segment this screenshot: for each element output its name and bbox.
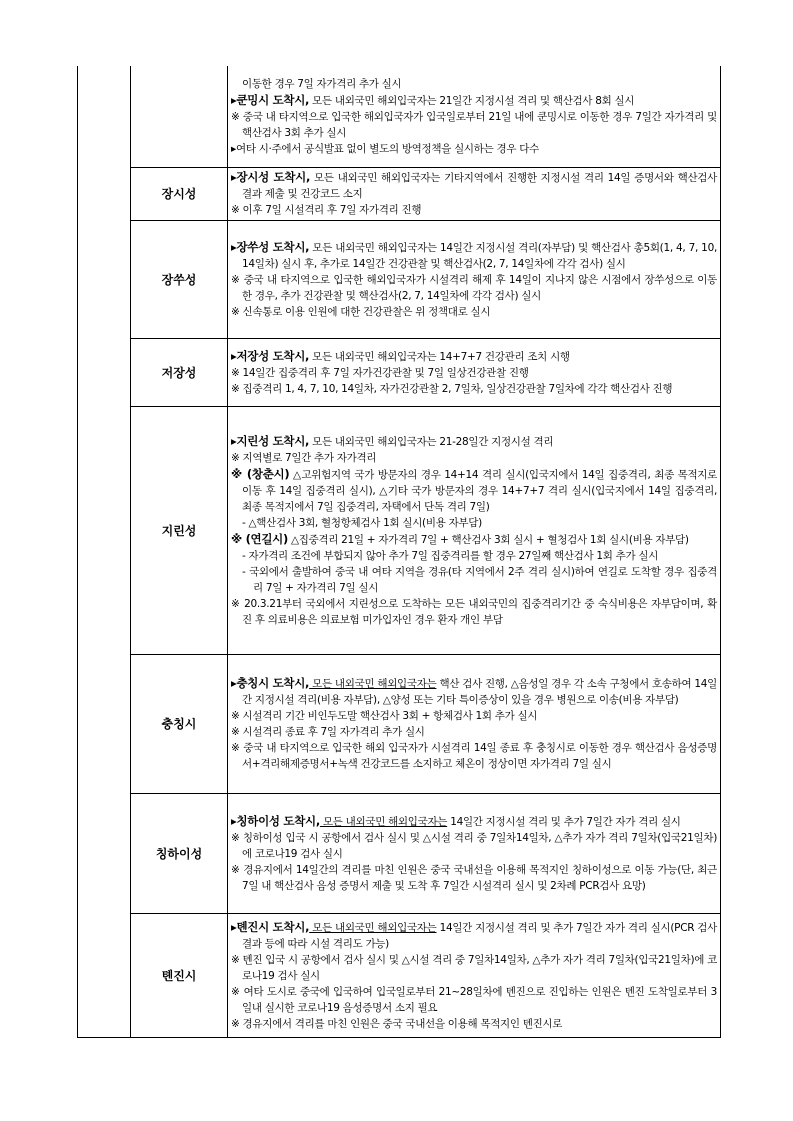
policy-note: ※ (연길시) △집중격리 21일 + 자가격리 7일 + 핵산검사 3회 실시 + 혈청검사 1회 실시(비용 자부담)	[231, 531, 689, 546]
policy-cell	[228, 338, 721, 406]
policy-line: ▸쿤밍시 도착시, 모든 내외국민 해외입국자는 21일간 지정시설 격리 및 핵산검사 8회 실시	[231, 92, 635, 107]
policy-note: ※ 여타 도시로 중국에 입국하여 입국일로부터 21~28일차에 톈진으로 진입하는 인원은 톈진 도착일로부터 3일내 실시한 코로나19 음성증명서 소지 필요	[231, 985, 717, 1014]
policy-note: ※ 이후 7일 시설격리 후 7일 자가격리 진행	[231, 204, 422, 216]
policy-line: ▸지린성 도착시, 모든 내외국민 해외입국자는 21-28일간 지정시설 격리	[231, 433, 554, 448]
policy-note: ※ 지역별로 7일간 추가 자가격리	[231, 451, 377, 464]
policy-table	[77, 66, 721, 1038]
policy-cell	[228, 167, 721, 220]
policy-subitem: - 자가격리 조건에 부합되지 않아 추가 7일 집중격리를 할 경우 27일째 핵산검사 1회 추가 실시	[242, 549, 659, 562]
policy-subitem: - 국외에서 출발하여 중국 내 여타 지역을 경유(타 지역에서 2주 격리 실시)하여 연길로 도착할 경우 집중격리 7일 + 자가격리 7일 실시	[242, 565, 717, 594]
table-row	[78, 66, 721, 167]
table-row	[78, 220, 721, 338]
outer-column	[78, 66, 131, 1037]
region-cell: 장쑤성	[131, 220, 228, 338]
region-cell: 충칭시	[131, 654, 228, 793]
table-row	[78, 406, 721, 654]
region-cell: 지린성	[131, 406, 228, 654]
policy-note: ※ 중국 내 타지역으로 입국한 해외입국자가 시설격리 해제 후 14일이 지나지 않은 시점에서 장쑤성으로 이동한 경우, 추가 건강관찰 및 핵산검사(2, 7, 14일차에 각각 검사) 실시	[231, 273, 717, 302]
region-cell: 칭하이성	[131, 793, 228, 913]
policy-note: ※ 신속통로 이용 인원에 대한 건강관찰은 위 정책대로 실시	[231, 305, 491, 318]
table-row	[78, 167, 721, 220]
policy-line: ▸저장성 도착시, 모든 내외국민 해외입국자는 14+7+7 건강관리 조치 시행	[231, 348, 570, 363]
policy-line: ▸충칭시 도착시, 모든 내외국민 해외입국자는 핵산 검사 진행, △음성일 경우 각 소속 구청에서 호송하여 14일간 지정시설 격리(비용 자부담), △양성 또는 기타 특이증상이 있을 경우 병원으로 이송(비용 자부담)	[231, 676, 717, 706]
policy-note: ※ 톈진 입국 시 공항에서 검사 실시 및 △시설 격리 중 7일차14일차, △추가 자가 격리 7일차(입국21일차)에 코로나19 검사 실시	[231, 953, 717, 982]
policy-note: ※ 칭하이성 입국 시 공항에서 검사 실시 및 △시설 격리 중 7일차14일차, △추가 자가 격리 7일차(입국21일차)에 코로나19 검사 실시	[231, 831, 717, 860]
policy-note: ※ 경유지에서 격리를 마친 인원은 중국 국내선을 이용해 목적지인 톈진시로	[231, 1017, 563, 1030]
policy-line: 이동한 경우 7일 자가격리 추가 실시	[242, 77, 402, 90]
policy-note: ※ (창춘시) △고위험지역 국가 방문자의 경우 14+14 격리 실시(입국지에서 14일 집중격리, 최종 목적지로 이동 후 14일 집중격리 실시), △기타 국가 방문자의 경우 14+7+7 격리 실시(입국지에서 14일 집중격리, 최종 목적지에서 7일 집중격리, 자택에서 단독 격리 7일)	[231, 466, 717, 513]
region-cell: 저장성	[131, 338, 228, 406]
policy-line: ▸장쑤성 도착시, 모든 내외국민 해외입국자는 14일간 지정시설 격리(자부담) 및 핵산검사 총5회(1, 4, 7, 10, 14일차) 실시 후, 추가로 14일간 건강관찰 및 핵산검사(2, 7, 14일차에 각각 검사) 실시	[231, 239, 717, 270]
table-row	[78, 338, 721, 406]
policy-cell	[228, 220, 721, 338]
table-row	[78, 913, 721, 1037]
table-row	[78, 793, 721, 913]
policy-line: ▸여타 시·주에서 공식발표 없이 별도의 방역정책을 실시하는 경우 다수	[231, 142, 539, 155]
policy-note: ※ 시설격리 종료 후 7일 자가격리 추가 실시	[231, 726, 425, 738]
policy-cell	[228, 913, 721, 1037]
policy-line: ▸장시성 도착시, 모든 내외국민 해외입국자는 기타지역에서 진행한 지정시설 격리 14일 증명서와 핵산검사 결과 제출 및 건강코드 소지	[231, 170, 717, 200]
policy-cell	[228, 66, 721, 167]
table-row	[78, 654, 721, 793]
policy-note: ※ 14일간 집중격리 후 7일 자가건강관찰 및 7일 일상건강관찰 진행	[231, 366, 529, 379]
policy-note: ※ 집중격리 1, 4, 7, 10, 14일차, 자가건강관찰 2, 7일차, 일상건강관찰 7일차에 각각 핵산검사 진행	[231, 382, 673, 395]
policy-note: ※ 중국 내 타지역으로 입국한 해외입국자가 입국일로부터 21일 내에 쿤밍시로 이동한 경우 7일간 자가격리 및 핵산검사 3회 추가 실시	[231, 110, 717, 139]
policy-cell	[228, 406, 721, 654]
region-cell: 장시성	[131, 167, 228, 220]
policy-note: ※ 중국 내 타지역으로 입국한 해외 입국자가 시설격리 14일 종료 후 충칭시로 이동한 경우 핵산검사 음성증명서+격리해제증명서+녹색 건강코드를 소지하고 체온이 정상이면 자가격리 7일 실시	[231, 742, 717, 770]
policy-cell	[228, 793, 721, 913]
policy-cell	[228, 654, 721, 793]
policy-line: ▸톈진시 도착시, 모든 내외국민 해외입국자는 14일간 지정시설 격리 및 추가 7일간 자가 격리 실시(PCR 검사결과 등에 따라 시설 격리도 가능)	[231, 919, 717, 950]
policy-note: ※ 20.3.21부터 국외에서 지린성으로 도착하는 모든 내외국민의 집중격리기간 중 숙식비용은 자부담이며, 확진 후 의료비용은 의료보험 미가입자인 경우 환자 개인 부담	[231, 597, 717, 626]
region-cell: 톈진시	[131, 913, 228, 1037]
policy-line: ▸칭하이성 도착시, 모든 내외국민 해외입국자는 14일간 지정시설 격리 및 추가 7일간 자가 격리 실시	[231, 813, 681, 828]
policy-note: ※ 시설격리 기간 비인두도말 핵산검사 3회 + 항체검사 1회 추가 실시	[231, 710, 538, 722]
policy-note: ※ 경유지에서 14일간의 격리를 마친 인원은 중국 국내선을 이용해 목적지인 칭하이성으로 이동 가능(단, 최근 7일 내 핵산검사 음성 증명서 제출 및 도착 후 7일간 시설격리 실시 및 2차례 PCR검사 요망)	[231, 863, 717, 892]
region-cell	[131, 66, 228, 167]
policy-subitem: - △핵산검사 3회, 혈청항체검사 1회 실시(비용 자부담)	[242, 516, 482, 529]
